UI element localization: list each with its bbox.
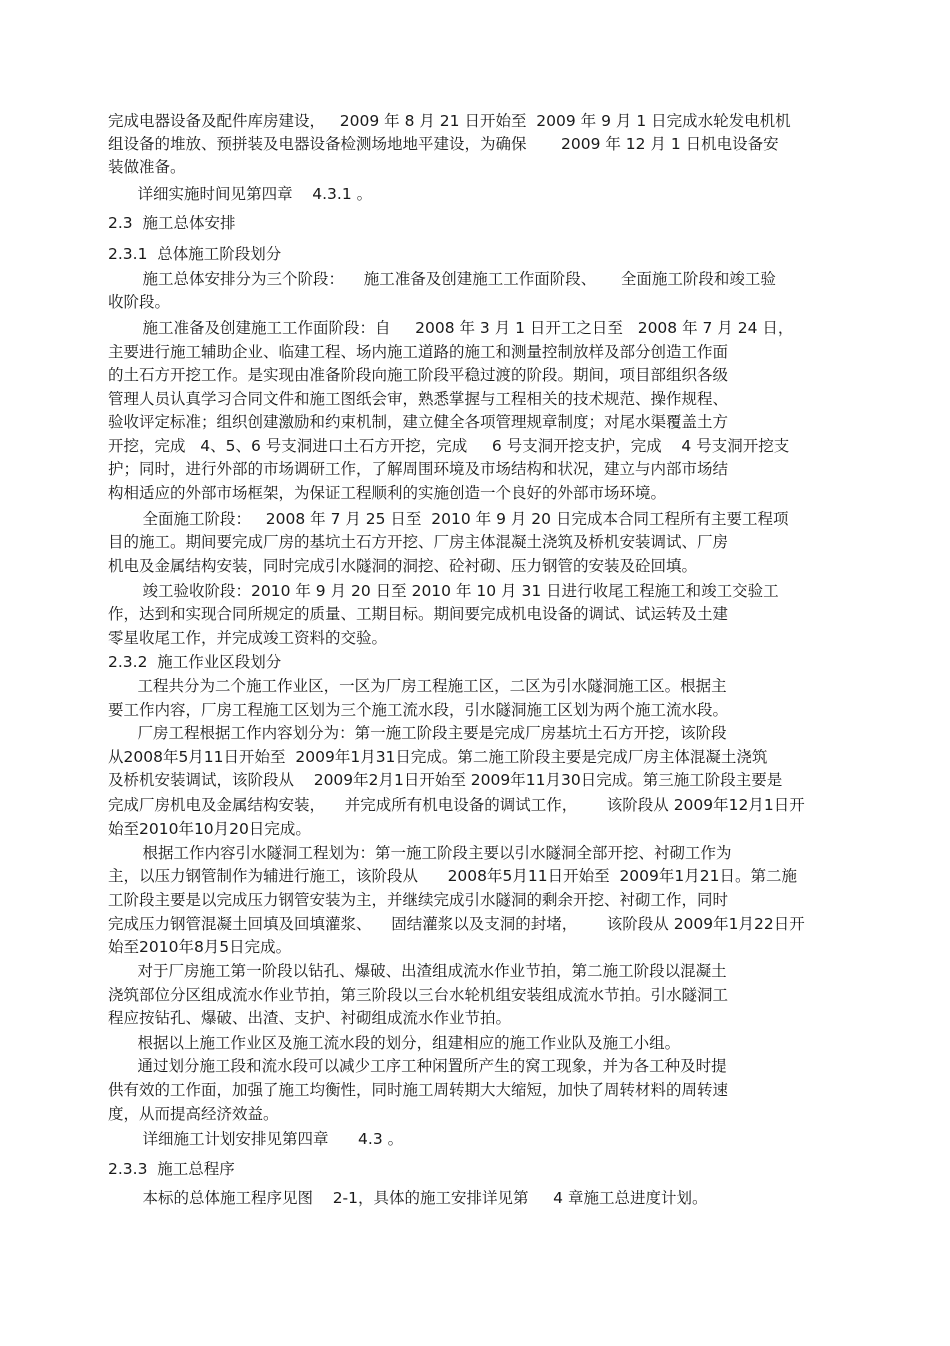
text-line: 厂房工程根据工作内容划分为：第一施工阶段主要是完成厂房基坑土石方开挖，该阶段 (108, 724, 727, 742)
text-line: 及桥机安装调试，该阶段从 2009年2月1日开始至 2009年11月30日完成。第三施工阶段主要是 (108, 771, 783, 789)
text-line: 始至2010年10月20日完成。 (108, 820, 311, 838)
text-line: 验收评定标准；组织创建激励和约束机制，建立健全各项管理规章制度；对尾水渠覆盖土方 (108, 413, 729, 431)
text-line: 目的施工。期间要完成厂房的基坑土石方开挖、厂房主体混凝土浇筑及桥机安装调试、厂房 (108, 533, 729, 551)
text-line: 施工总体安排分为三个阶段： 施工准备及创建施工工作面阶段、 全面施工阶段和竣工验 (108, 270, 776, 288)
text-line: 程应按钻孔、爆破、出渣、支护、衬砌组成流水作业节拍。 (108, 1009, 512, 1027)
text-line: 始至2010年8月5日完成。 (108, 938, 292, 956)
text-line: 作，达到和实现合同所规定的质量、工期目标。期间要完成机电设备的调试、试运转及土建 (108, 605, 729, 623)
section-heading-2-3-2: 2.3.2 施工作业区段划分 (108, 653, 282, 671)
text-line: 施工准备及创建施工工作面阶段：自 2008 年 3 月 1 日开工之日至 2008 年 7 月 24 日， (108, 319, 794, 337)
text-line: 开挖，完成 4、5、6 号支洞进口土石方开挖，完成 6 号支洞开挖支护，完成 4 号支洞开挖支 (108, 437, 790, 455)
text-line: 详细施工计划安排见第四章 4.3 。 (108, 1130, 404, 1148)
text-line: 根据工作内容引水隧洞工程划为：第一施工阶段主要以引水隧洞全部开挖、衬砌工作为 (108, 844, 732, 862)
text-line: 要工作内容，厂房工程施工区划为三个施工流水段，引水隧洞施工区划为两个施工流水段。 (108, 701, 729, 719)
text-line: 完成压力钢管混凝土回填及回填灌浆、 固结灌浆以及支洞的封堵， 该阶段从 2009年1月22日开 (108, 915, 805, 933)
text-line: 通过划分施工段和流水段可以减少工序工种闲置所产生的窝工现象，并为各工种及时提 (108, 1057, 727, 1075)
text-line: 完成电器设备及配件库房建设， 2009 年 8 月 21 日开始至 2009 年 9 月 1 日完成水轮发电机机 (108, 112, 791, 130)
text-line: 装做准备。 (108, 158, 186, 176)
text-line: 护；同时，进行外部的市场调研工作，了解周围环境及市场结构和状况，建立与内部市场结 (108, 460, 729, 478)
text-line: 机电及金属结构安装，同时完成引水隧洞的洞挖、砼衬砌、压力钢管的安装及砼回填。 (108, 557, 698, 575)
text-line: 根据以上施工作业区及施工流水段的划分，组建相应的施工作业队及施工小组。 (108, 1034, 681, 1052)
text-line: 主，以压力钢管制作为辅进行施工，该阶段从 2008年5月11日开始至 2009年1月21日。第二施 (108, 867, 797, 885)
text-line: 的土石方开挖工作。是实现由准备阶段向施工阶段平稳过渡的阶段。期间，项目部组织各级 (108, 366, 729, 384)
section-heading-2-3-1: 2.3.1 总体施工阶段划分 (108, 245, 282, 263)
section-heading-2-3-3: 2.3.3 施工总程序 (108, 1160, 235, 1178)
text-line: 工阶段主要是以完成压力钢管安装为主，并继续完成引水隧洞的剩余开挖、衬砌工作，同时 (108, 891, 729, 909)
text-line: 供有效的工作面，加强了施工均衡性，同时施工周转期大大缩短，加快了周转材料的周转速 (108, 1081, 729, 1099)
text-line: 全面施工阶段： 2008 年 7 月 25 日至 2010 年 9 月 20 日完成本合同工程所有主要工程项 (108, 510, 789, 528)
text-line: 竣工验收阶段：2010 年 9 月 20 日至 2010 年 10 月 31 日进行收尾工程施工和竣工交验工 (108, 582, 779, 600)
text-line: 组设备的堆放、预拼装及电器设备检测场地地平建设，为确保 2009 年 12 月 1 日机电设备安 (108, 135, 779, 153)
text-line: 管理人员认真学习合同文件和施工图纸会审，熟悉掌握与工程相关的技术规范、操作规程、 (108, 390, 729, 408)
text-line: 从2008年5月11日开始至 2009年1月31日完成。第二施工阶段主要是完成厂房主体混凝土浇筑 (108, 748, 768, 766)
text-line: 零星收尾工作，并完成竣工资料的交验。 (108, 629, 388, 647)
text-line: 本标的总体施工程序见图 2-1，具体的施工安排详见第 4 章施工总进度计划。 (108, 1189, 708, 1207)
text-line: 对于厂房施工第一阶段以钻孔、爆破、出渣组成流水作业节拍，第二施工阶段以混凝土 (108, 962, 727, 980)
text-line: 完成厂房机电及金属结构安装， 并完成所有机电设备的调试工作， 该阶段从 2009年12月1日开 (108, 796, 805, 814)
text-line: 浇筑部位分区组成流水作业节拍，第三阶段以三台水轮机组安装组成流水节拍。引水隧洞工 (108, 986, 729, 1004)
text-line: 收阶段。 (108, 293, 171, 311)
section-heading-2-3: 2.3 施工总体安排 (108, 214, 236, 232)
text-line: 度，从而提高经济效益。 (108, 1105, 279, 1123)
text-line: 详细实施时间见第四章 4.3.1 。 (108, 185, 373, 203)
text-line: 构相适应的外部市场框架，为保证工程顺利的实施创造一个良好的外部市场环境。 (108, 484, 667, 502)
text-line: 工程共分为二个施工作业区，一区为厂房工程施工区，二区为引水隧洞施工区。根据主 (108, 677, 727, 695)
text-line: 主要进行施工辅助企业、临建工程、场内施工道路的施工和测量控制放样及部分创造工作面 (108, 343, 729, 361)
